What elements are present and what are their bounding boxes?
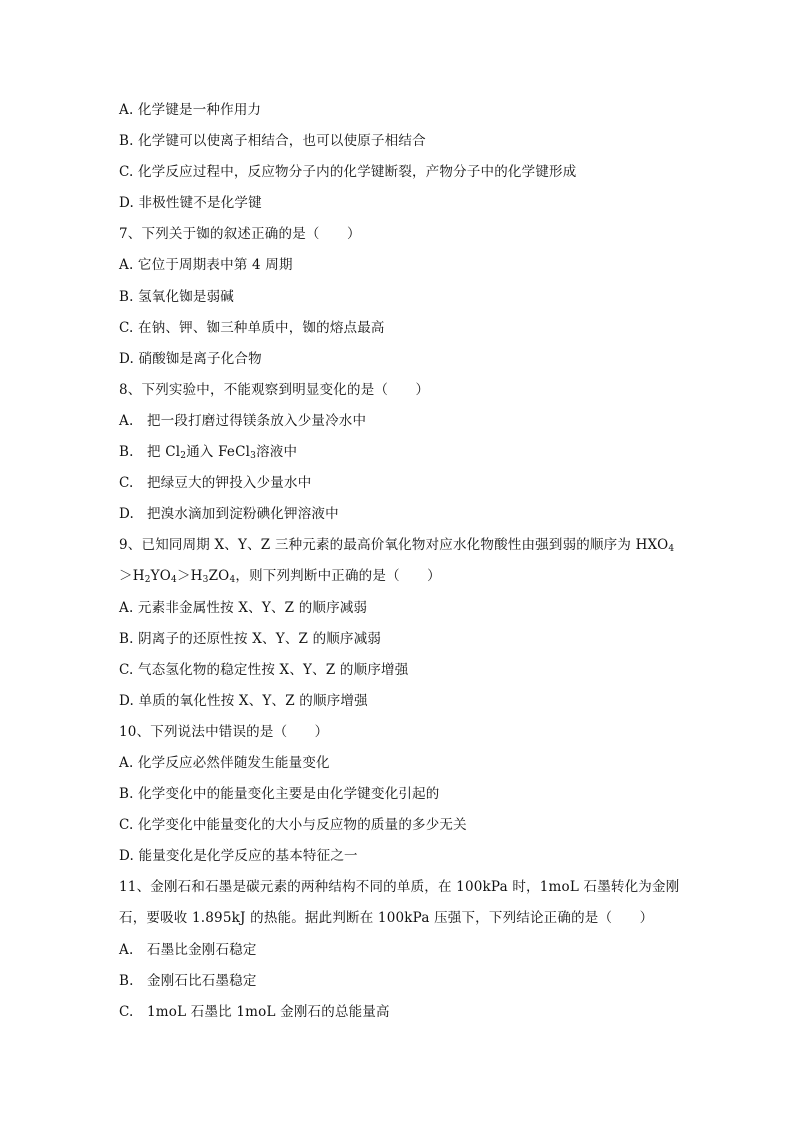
subscript: 3 — [202, 575, 209, 586]
q11-stem-line1: 11、金刚石和石墨是碳元素的两种结构不同的单质，在 100kPa 时，1moL 石墨转化为金刚 — [119, 879, 680, 896]
q10-stem: 10、下列说法中错误的是（ ） — [119, 723, 329, 740]
text-part: 9、已知同周期 X、Y、Z 三种元素的最高价氧化物对应水化物酸性由强到弱的顺序为 HXO — [119, 537, 669, 554]
text-part: YO — [150, 568, 172, 585]
q9-stem-line1 — [119, 535, 679, 566]
exam-page — [119, 100, 679, 1033]
q7-option-c: C. 在钠、钾、铷三种单质中，铷的熔点最高 — [119, 319, 385, 336]
subscript: 2 — [180, 451, 187, 462]
q10-option-c: C. 化学变化中能量变化的大小与反应物的质量的多少无关 — [119, 817, 467, 834]
q7-stem: 7、下列关于铷的叙述正确的是（ ） — [119, 226, 361, 243]
text-part: 通入 FeCl — [186, 444, 251, 461]
option-text: 把绿豆大的钾投入少量水中 — [147, 475, 312, 492]
option-letter: B. — [119, 972, 134, 989]
q11-stem-line2: 石，要吸收 1.895kJ 的热能。据此判断在 100kPa 压强下，下列结论正确的是（ ） — [119, 910, 654, 927]
q8-option-d — [119, 504, 679, 535]
option-text — [147, 444, 297, 460]
q10-option-b: B. 化学变化中的能量变化主要是由化学键变化引起的 — [119, 786, 440, 803]
q11-option-c — [119, 1002, 679, 1033]
q10-option-d: D. 能量变化是化学反应的基本特征之一 — [119, 848, 358, 865]
q9-option-c: C. 气态氢化物的稳定性按 X、Y、Z 的顺序增强 — [119, 661, 409, 678]
q9-option-a: A. 元素非金属性按 X、Y、Z 的顺序减弱 — [119, 599, 368, 616]
subscript: 2 — [144, 575, 151, 586]
subscript: 4 — [668, 544, 675, 555]
subscript: 4 — [229, 575, 236, 586]
option-text: 把溴水滴加到淀粉碘化钾溶液中 — [147, 506, 339, 523]
q9-option-d: D. 单质的氧化性按 X、Y、Z 的顺序增强 — [119, 692, 368, 709]
q7-option-a: A. 它位于周期表中第 4 周期 — [119, 257, 293, 274]
option-letter: B. — [119, 444, 134, 461]
option-text: 1moL 石墨比 1moL 金刚石的总能量高 — [147, 1003, 390, 1020]
q6-option-d: D. 非极性键不是化学键 — [119, 195, 262, 212]
q11-option-a — [119, 940, 679, 971]
text-part: ＞H — [176, 568, 203, 585]
text-part: ，则下列判断中正确的是（ ） — [235, 568, 441, 585]
q8-option-c — [119, 473, 679, 504]
option-letter: D. — [119, 506, 135, 523]
text-part: 溶液中 — [256, 444, 298, 461]
q8-stem: 8、下列实验中，不能观察到明显变化的是（ ） — [119, 381, 430, 398]
q11-option-b — [119, 971, 679, 1002]
option-letter: A. — [119, 941, 134, 958]
text-part: ZO — [208, 568, 230, 585]
option-letter: A. — [119, 412, 134, 429]
q6-option-a: A. 化学键是一种作用力 — [119, 102, 262, 118]
q9-option-b: B. 阴离子的还原性按 X、Y、Z 的顺序减弱 — [119, 630, 382, 647]
q7-option-b: B. 氢氧化铷是弱碱 — [119, 288, 235, 305]
q6-option-b: B. 化学键可以使离子相结合，也可以使原子相结合 — [119, 133, 426, 150]
text-part: ＞H — [119, 568, 145, 585]
option-letter: C. — [119, 1003, 134, 1020]
option-text: 石墨比金刚石稳定 — [147, 941, 257, 958]
option-text: 把一段打磨过得镁条放入少量冷水中 — [147, 412, 367, 429]
subscript: 4 — [171, 575, 177, 586]
q10-option-a: A. 化学反应必然伴随发生能量变化 — [119, 754, 330, 771]
option-letter: C. — [119, 475, 134, 492]
q9-stem-line2 — [119, 566, 679, 597]
q7-option-d: D. 硝酸铷是离子化合物 — [119, 350, 262, 367]
subscript: 3 — [250, 451, 257, 462]
option-text: 金刚石比石墨稳定 — [147, 972, 257, 989]
q6-option-c: C. 化学反应过程中，反应物分子内的化学键断裂，产物分子中的化学键形成 — [119, 164, 577, 181]
q8-option-a — [119, 411, 679, 442]
q8-option-b — [119, 442, 679, 473]
text-part: 把 Cl — [147, 444, 181, 461]
